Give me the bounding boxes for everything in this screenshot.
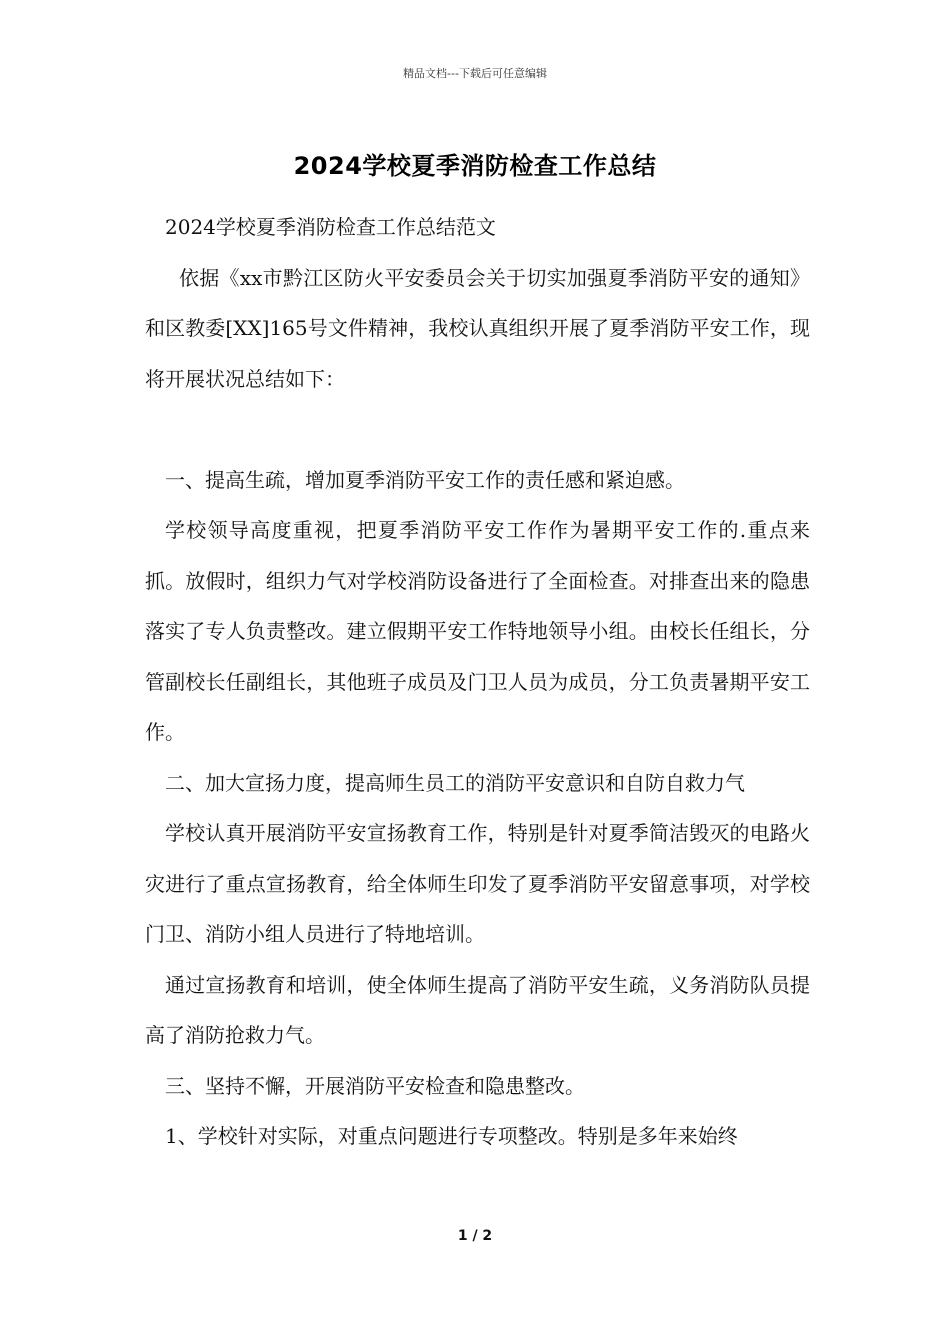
document-body [145,202,810,1162]
page-number: 1 / 2 [457,1228,493,1244]
paragraph-training: 通过宣扬教育和培训，使全体师生提高了消防平安生疏，义务消防队员提高了消防抢救力气。 [145,972,810,1047]
section-heading-3: 三、坚持不懈，开展消防平安检查和隐患整改。 [165,1073,585,1098]
paragraph-spacer [145,404,810,455]
page-header: 精品文档---下载后可任意编辑 [403,67,547,80]
paragraph-rectification: 1、学校针对实际，对重点问题进行专项整改。特别是多年来始终 [165,1124,738,1148]
section-heading-2: 二、加大宣扬力度，提高师生员工的消防平安意识和自防自救力气 [165,770,745,795]
paragraph-intro: 依据《xx市黔江区防火平安委员会关于切实加强夏季消防平安的通知》和区教委[XX]165号文件精神，我校认真组织开展了夏季消防平安工作，现将开展状况总结如下： [145,265,810,391]
paragraph-publicity: 学校认真开展消防平安宣扬教育工作，特别是针对夏季简洁毁灭的电路火灾进行了重点宣扬教育，给全体师生印发了夏季消防平安留意事项，对学校门卫、消防小组人员进行了特地培训。 [145,821,810,946]
document-subtitle: 2024学校夏季消防检查工作总结范文 [165,215,496,239]
paragraph-leadership: 学校领导高度重视，把夏季消防平安工作作为暑期平安工作的.重点来抓。放假时，组织力气对学校消防设备进行了全面检查。对排查出来的隐患落实了专人负责整改。建立假期平安工作特地领导小组。由校长任组长，分管副校长任副组长，其他班子成员及门卫人员为成员，分工负责暑期平安工作。 [145,518,810,744]
document-title: 2024学校夏季消防检查工作总结 [293,152,657,180]
section-heading-1: 一、提高生疏，增加夏季消防平安工作的责任感和紧迫感。 [165,467,685,492]
